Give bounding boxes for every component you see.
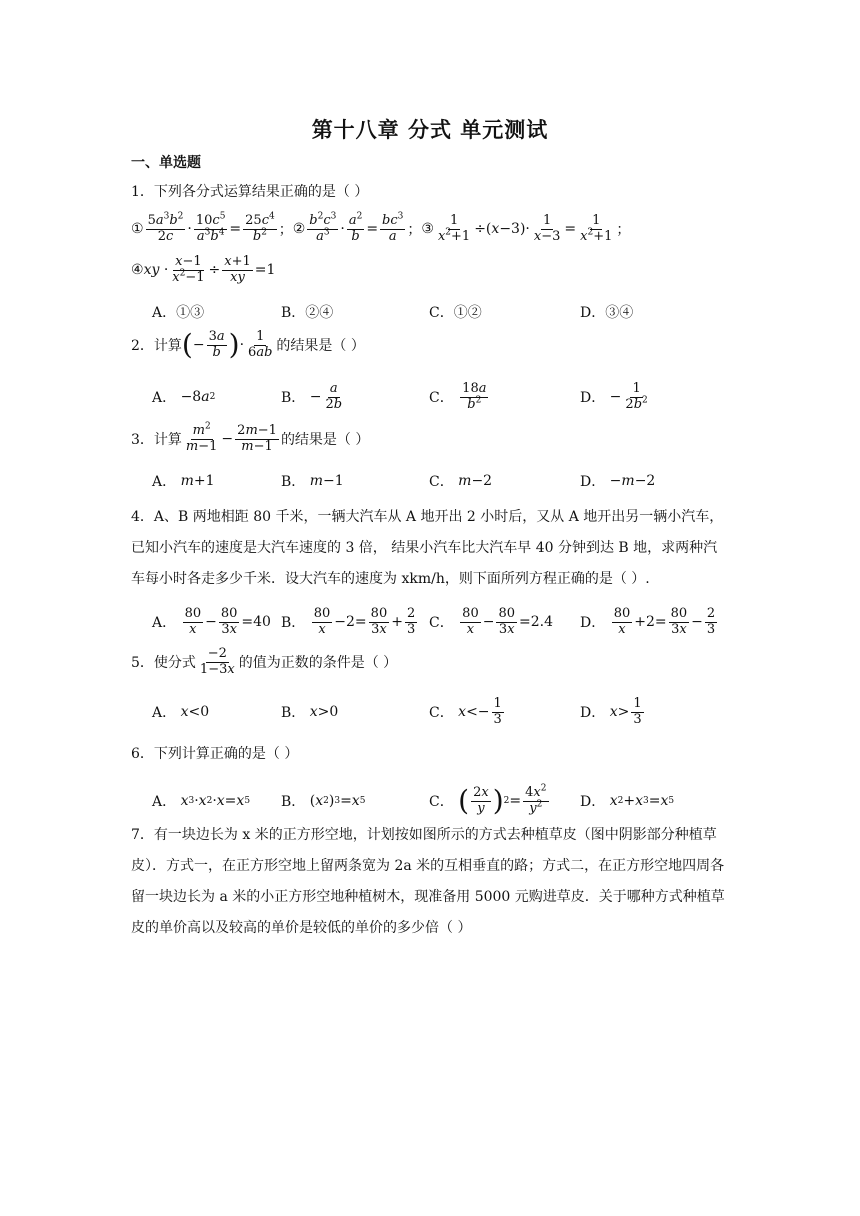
question-3-options	[152, 459, 712, 503]
question-6-stem: 6．下列计算正确的是（ ）	[131, 746, 299, 762]
circled-2: ②	[292, 221, 306, 238]
option-c[interactable]: C． x <− $\frac{1}{3}$	[429, 695, 502, 727]
fraction: $\frac{10c^5}{a^3b^4}$	[195, 211, 226, 244]
fraction: $\frac{5a^3b^2}{2c}$	[147, 211, 184, 244]
option-b[interactable]: B． ( x 2 ) 3 = x 5	[281, 793, 366, 810]
fraction: $\frac{bc^3}{a}$	[382, 211, 404, 244]
question-3-suffix: 的结果是（ ）	[280, 432, 370, 449]
question-6-options	[152, 779, 712, 823]
fraction: $\frac{3a}{b}$	[208, 329, 225, 360]
option-a[interactable]: A． x <0	[152, 704, 210, 721]
option-d[interactable]: D． − m −2	[580, 473, 656, 490]
fraction: $\frac{-2}{1-3x}$	[199, 646, 235, 677]
question-5-suffix: 的值为正数的条件是（ ）	[238, 655, 398, 672]
question-1-stem: 1．下列各分式运算结果正确的是（ ）	[131, 184, 369, 200]
question-4-options	[152, 600, 716, 644]
option-d[interactable]: D． − $\frac{1}{2b^2}$	[580, 380, 648, 412]
fraction: $\frac{1}{x^2+1}$	[580, 213, 613, 244]
option-d[interactable]: D． x 2 + x 3 = x 5	[580, 793, 675, 810]
section-heading: 一、单选题	[131, 155, 201, 171]
question-1-expressions-row-1: ① $\frac{5a^3b^2}{2c}$ · $\frac{10c^5}{a^3b^4}$ = $\frac{25c^4}{b^2}$ ； ② $\frac{b^2c^3}{a^3}$ · $\frac{a^2}{b}$ = $\frac{bc^3}{a}$ ； ③ $\frac{1}{x^2+1}$ ÷( x −3)· $\frac{1}{x-3}$ = $\frac{1}{x^2+1}$ ；	[131, 211, 631, 244]
fraction: $\frac{x-1}{x^2-1}$	[172, 254, 205, 285]
option-b[interactable]: B． − $\frac{a}{2b}$	[281, 380, 343, 412]
question-3-prefix: 3．计算	[131, 432, 182, 449]
fraction: $\frac{1}{x-3}$	[533, 213, 561, 244]
option-c[interactable]: C．①②	[429, 305, 482, 321]
option-a[interactable]: A． $\frac{80}{x}$ − $\frac{80}{3x}$ =40	[152, 605, 271, 637]
circled-4: ④	[131, 262, 144, 279]
page-title: 第十八章 分式 单元测试	[311, 117, 549, 142]
option-d[interactable]: D． $\frac{80}{x}$ +2= $\frac{80}{3x}$ − $\frac{2}{3}$	[580, 605, 716, 637]
question-1-options	[152, 290, 712, 334]
question-2-suffix: 的结果是（ ）	[276, 338, 365, 355]
fraction: $\frac{1}{x^2+1}$	[437, 213, 471, 244]
question-4-stem: 4．A、B 两地相距 80 千米，一辆大汽车从 A 地开出 2 小时后，又从 A 地开出另一辆小汽车，已知小汽车的速度是大汽车速度的 3 倍， 结果小汽车比大汽车早 40 分钟到达 B 地，求两种汽车每小时各走多少千米．设大汽车的速度为 xkm/h，则下面所列方程正确的是（ ）.	[131, 509, 724, 587]
fraction: $\frac{x+1}{xy}$	[224, 254, 251, 285]
question-3-stem: 3．计算 $\frac{m^2}{m-1}$ − $\frac{2m-1}{m-1}$ 的结果是（ ）	[131, 421, 370, 454]
option-c[interactable]: C． ( $\frac{2x}{y}$ ) 2 = $\frac{4x^2}{y^2}$	[429, 783, 547, 817]
option-a[interactable]: A．①③	[152, 305, 205, 321]
separator: ；	[616, 222, 631, 239]
question-2-prefix: 2．计算	[131, 338, 182, 355]
fraction: $\frac{2m-1}{m-1}$	[237, 423, 277, 454]
fraction: $\frac{25c^4}{b^2}$	[245, 211, 275, 244]
separator: ；	[407, 222, 422, 239]
option-b[interactable]: B． m −1	[281, 473, 344, 490]
question-2-options	[152, 375, 712, 419]
question-5-options	[152, 690, 712, 734]
fraction: $\frac{b^2c^3}{a^3}$	[309, 211, 337, 244]
option-a[interactable]: A． m +1	[152, 473, 215, 490]
option-b[interactable]: B．②④	[281, 305, 334, 321]
option-d[interactable]: D．③④	[580, 305, 634, 321]
option-b[interactable]: B． $\frac{80}{x}$ −2= $\frac{80}{3x}$ + $\frac{2}{3}$	[281, 605, 416, 637]
option-b[interactable]: B． x >0	[281, 704, 339, 721]
fraction: $\frac{m^2}{m-1}$	[185, 421, 218, 454]
question-7-stem: 7．有一块边长为 x 米的正方形空地，计划按如图所示的方式去种植草皮（图中阴影部分种植草皮）．方式一，在正方形空地上留两条宽为 2a 米的互相垂直的路；方式二，在正方形空地四周各留一块边长为 a 米的小正方形空地种植树木，现准备用 5000 元购进草皮．关于哪种方式种植草皮的单价高以及较高的单价是较低的单价的多少倍（ ）	[131, 827, 725, 936]
option-c[interactable]: C． m −2	[429, 473, 493, 490]
option-c[interactable]: C． $\frac{80}{x}$ − $\frac{80}{3x}$ =2.4	[429, 605, 553, 637]
option-c[interactable]: C． $\frac{18a}{b^2}$	[429, 380, 487, 412]
circled-1: ①	[131, 221, 144, 238]
fraction: $\frac{1}{6ab}$	[248, 329, 273, 360]
option-d[interactable]: D． x > $\frac{1}{3}$	[580, 695, 642, 727]
fraction: $\frac{a^2}{b}$	[348, 211, 363, 244]
question-5-stem	[131, 647, 397, 678]
option-a[interactable]: A． x 3 · x 2 · x = x 5	[152, 793, 251, 810]
option-a[interactable]: A． −8 a 2	[152, 389, 216, 406]
question-2-stem: 2．计算 ( − $\frac{3a}{b}$ ) · $\frac{1}{6ab}$ 的结果是（ ）	[131, 328, 365, 362]
question-5-prefix: 5．使分式	[131, 655, 196, 672]
question-1-expressions-row-2: ④ xy · $\frac{x-1}{x^2-1}$ ÷ $\frac{x+1}{xy}$ =1	[131, 254, 276, 285]
separator: ；	[278, 222, 293, 239]
circled-3: ③	[421, 221, 434, 238]
